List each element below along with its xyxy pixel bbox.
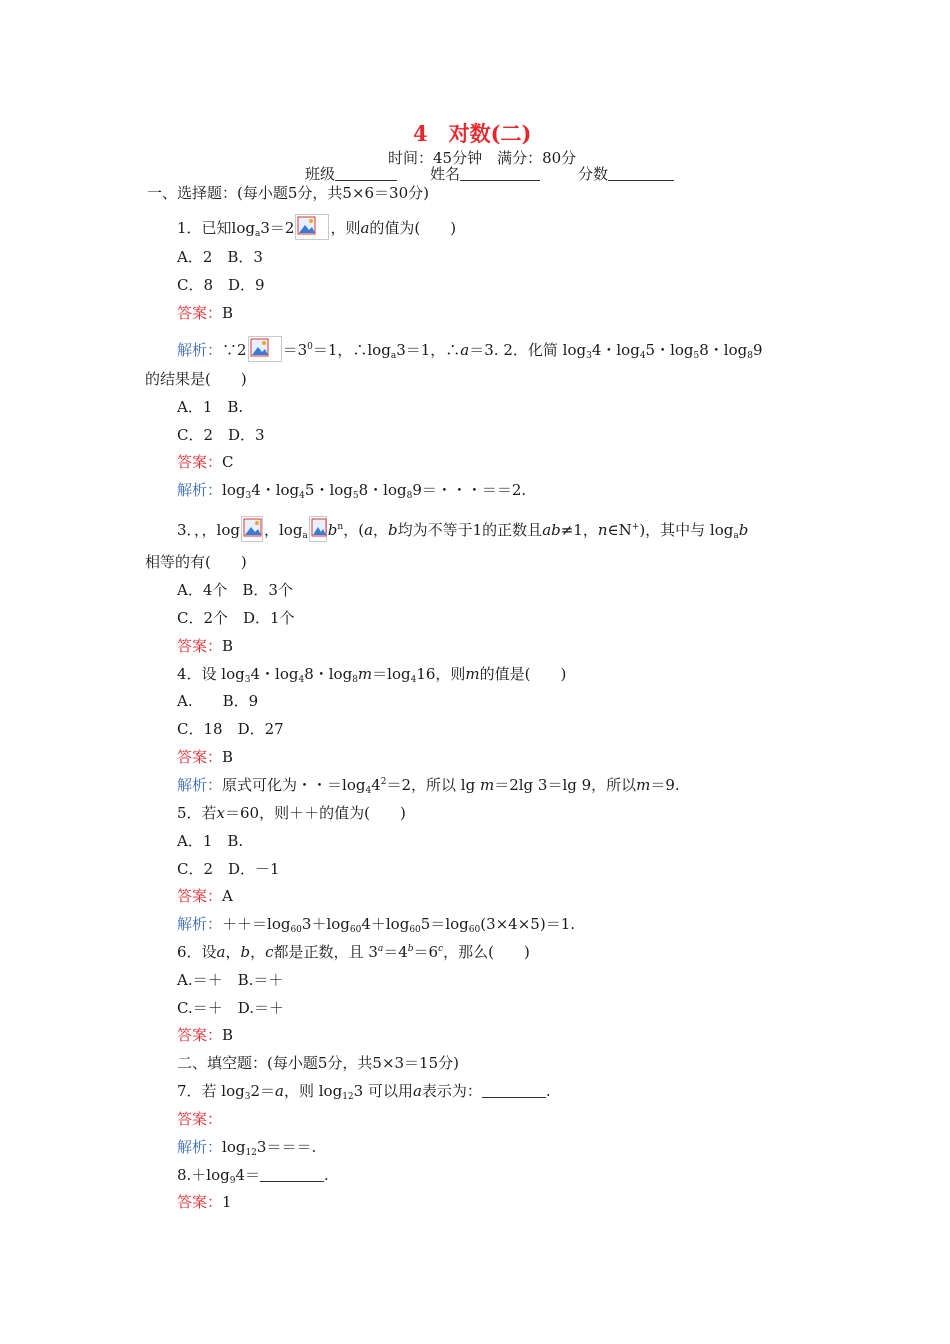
q7-analysis: 解析：$\log_{12}3===$. [177, 1138, 317, 1158]
section-one-heading: 一、选择题：(每小题5分，共5×6＝30分) [147, 184, 429, 202]
q7-blank [482, 1083, 546, 1098]
q5-options-cd: C．2 D．－1 [177, 860, 280, 878]
name-blank [460, 166, 540, 181]
q6-stem: 6．设a，b，c都是正数，且 $3^a=4^b=6^c$，那么( ) [177, 943, 530, 961]
q8-blank [260, 1167, 324, 1182]
class-blank [335, 166, 397, 181]
name-label: 姓名 [430, 165, 461, 183]
q2-options-cd: C．2 D．3 [177, 426, 265, 444]
q3-stem-cont: 相等的有( ) [145, 553, 247, 571]
broken-image-icon [241, 516, 263, 542]
q1-stem: 1．已知$\log_a3=2$ ，则a的值为( ) [177, 214, 456, 240]
q1-options-cd: C．8 D．9 [177, 276, 265, 294]
q7-answer: 答案： [177, 1110, 223, 1128]
broken-image-icon [295, 214, 329, 240]
q1-answer: 答案：B [177, 304, 234, 322]
q5-analysis: 解析：$++=\log_{60}3+\log_{60}4+\log_{60}5=\log_{60}(3\times 4\times 5)=1$. [177, 915, 576, 935]
q5-options-ab: A．1 B. [177, 832, 244, 850]
q2-stem: 2．化简 $\log_34$・$\log_45$・$\log_58$・$\log_89$ [503, 341, 763, 361]
q3-answer: 答案：B [177, 637, 234, 655]
q3-stem: 3．，，log ，$\log_a$ $b^n$，(a，b均为不等于1的正数且ab≠1，n∈N+)，其中与 $\log_ab$ [177, 516, 748, 542]
q4-options-ab: A. B．9 [177, 692, 259, 710]
q5-stem: 5．若x＝60，则＋＋的值为( ) [177, 804, 406, 822]
class-label: 班级 [305, 165, 336, 183]
score-blank [608, 166, 674, 181]
q4-analysis: 解析：原式可化为・・$=\log_44^2=2$，所以 lg m＝2lg 3＝lg 9，所以m＝9. [177, 776, 680, 796]
q7-stem: 7．若 $\log_32=a$，则 $\log_{12}3$ 可以用a表示为： . [177, 1082, 551, 1102]
page-title: 4 对数(二) [413, 121, 532, 146]
q6-options-ab: A.＝＋ B.＝＋ [177, 971, 284, 989]
q6-options-cd: C.＝＋ D.＝＋ [177, 999, 284, 1017]
answer-label: 答案： [177, 304, 223, 322]
q1-options-ab: A．2 B．3 [177, 248, 263, 266]
q2-options-ab: A．1 B. [177, 398, 244, 416]
q4-stem: 4．设 $\log_34$・$\log_48$・$\log_8m=\log_416$，则m的值是( ) [177, 665, 567, 685]
q2-analysis: 解析：$\log_34$・$\log_45$・$\log_58$・$\log_89=$・・・＝＝2. [177, 481, 527, 501]
section-two-heading: 二、填空题：(每小题5分，共5×3＝15分) [177, 1054, 459, 1072]
q8-answer: 答案：1 [177, 1193, 232, 1211]
broken-image-icon [309, 516, 327, 542]
score-field [578, 164, 674, 184]
score-label: 分数 [578, 165, 609, 183]
q2-stem-cont: 的结果是( ) [145, 370, 247, 388]
time-score: 时间：45分钟 满分：80分 [388, 149, 577, 167]
q4-answer: 答案：B [177, 748, 234, 766]
name-field [430, 164, 540, 184]
broken-image-icon [248, 336, 282, 362]
q4-options-cd: C．18 D．27 [177, 720, 284, 738]
class-field [305, 164, 397, 184]
q8-stem: $8.+\log_94=$ . [177, 1166, 329, 1186]
q1-analysis: 解析：∵2 $=3^0=1$，$\therefore\log_a3=1$，∴a＝3. 2．化简 $\log_34$・$\log_45$・$\log_58$・$\log_89$ [177, 336, 763, 362]
q5-answer: 答案：A [177, 887, 233, 905]
q2-answer: 答案：C [177, 453, 234, 471]
analysis-label: 解析： [177, 341, 223, 359]
q6-answer: 答案：B [177, 1026, 234, 1044]
q3-options-cd: C．2个 D．1个 [177, 609, 295, 627]
q3-options-ab: A．4个 B．3个 [177, 581, 293, 599]
